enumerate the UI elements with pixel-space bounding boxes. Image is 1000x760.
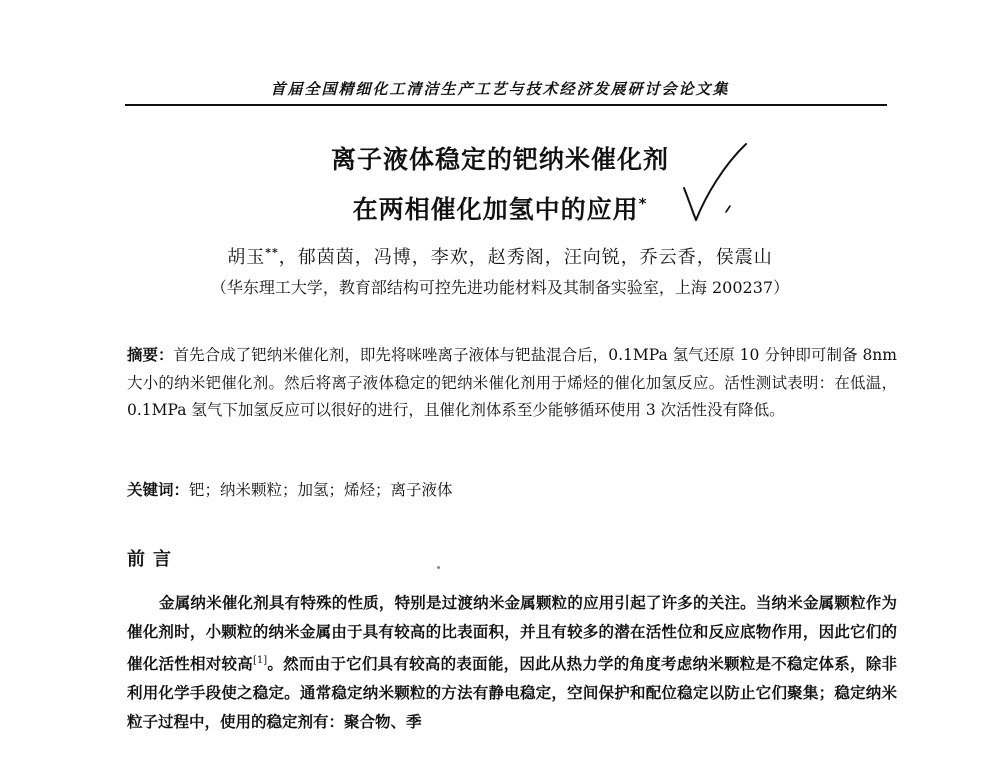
author-first: 胡玉: [227, 247, 266, 268]
title-line-1-text: 离子液体稳定的钯纳米催化剂: [330, 145, 669, 174]
body-text-part-1: 金属纳米催化剂具有特殊的性质，特别是过渡纳米金属颗粒的应用引起了许多的关注。当纳米金属颗粒作为催化剂时，小颗粒的纳米金属由于具有较高的比表面积，并且有较多的潜在活性位和反应底物作用，因此它们的催化活性相对较高: [127, 593, 897, 674]
check-stroke-right: [696, 144, 746, 220]
keywords-text: 钯；纳米颗粒；加氢；烯烃；离子液体: [189, 481, 453, 499]
abstract: [127, 342, 897, 425]
keywords-label: 关键词：: [127, 481, 190, 499]
check-tick-small: [726, 206, 730, 212]
keywords: [127, 477, 897, 505]
author-rest: ，郁茵茵，冯博，李欢，赵秀阁，汪向锐，乔云香，侯震山: [278, 247, 773, 268]
scan-speck: [437, 566, 440, 569]
body-text-part-2: 。然而由于它们具有较高的表面能，因此从热力学的角度考虑纳米颗粒是不稳定体系，除非利用化学手段使之稳定。通常稳定纳米颗粒的方法有静电稳定，空间保护和配位稳定以防止它们聚集；稳定纳米粒子过程中，使用的稳定剂有：聚合物、季: [127, 654, 897, 732]
header-rule: [125, 104, 887, 106]
section-title-introduction: 前言: [127, 549, 179, 570]
title-line-2-text: 在两相催化加氢中的应用: [352, 195, 639, 224]
running-header: 首届全国精细化工清洁生产工艺与技术经济发展研讨会论文集: [270, 80, 730, 98]
introduction-paragraph: [127, 588, 897, 736]
check-stroke-left: [684, 188, 696, 220]
corresponding-author-mark: **: [265, 246, 279, 259]
title-line-2: [0, 190, 1000, 226]
affiliation: （华东理工大学，教育部结构可控先进功能材料及其制备实验室，上海 200237）: [210, 278, 790, 297]
handwritten-check-mark: [680, 140, 750, 230]
abstract-text: 首先合成了钯纳米催化剂，即先将咪唑离子液体与钯盐混合后，0.1MPa 氢气还原 10 分钟即可制备 8nm 大小的纳米钯催化剂。然后将离子液体稳定的钯纳米催化剂用于烯烃的催化加氢反应。活性测试表明：在低温，0.1MPa 氢气下加氢反应可以很好的进行，且催化剂体系至少能够循环使用 3 次活性没有降低。: [127, 346, 897, 419]
abstract-label: 摘要：: [127, 346, 174, 364]
title-line-1: [0, 140, 1000, 176]
title-footnote-mark: *: [638, 194, 648, 213]
citation-ref-1[interactable]: [1]: [252, 655, 268, 666]
author-list: [0, 243, 1000, 269]
